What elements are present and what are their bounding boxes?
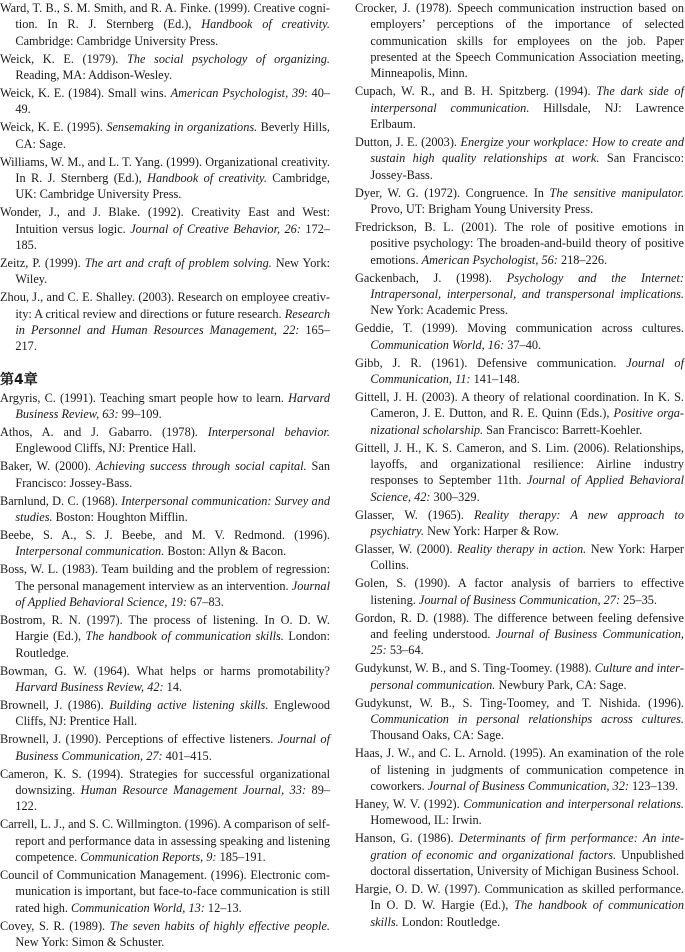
reference-text: Zeitz, P. (1999). <box>0 256 85 270</box>
reference-entry <box>355 355 684 388</box>
reference-title-italic: Communication and interpersonal relations. <box>463 797 684 812</box>
reference-entry <box>355 440 684 505</box>
reference-text: San Francisco: Barrett-Koehler. <box>483 422 643 437</box>
reference-text: Brownell, J. (1986). <box>0 698 110 713</box>
reference-text: Williams, W. M., and L. T. Yang. (1999). Organizational creativity. In R. J. Sternberg (Ed.), <box>0 154 330 185</box>
reference-text: 67–83. <box>186 595 224 610</box>
reference-text: Fredrickson, B. L. (2001). The role of positive emotions in positive psychology: The broaden-and-build theory of positive emotions. <box>355 220 684 267</box>
reference-text: Hanson, G. (1986). <box>355 831 459 846</box>
reference-text: Cameron, K. S. (1994). Strategies for successful organizational downsizing. <box>0 766 330 798</box>
reference-text: : 40–49. <box>15 86 330 117</box>
reference-text: San Francisco: Jossey-Bass. <box>15 459 330 490</box>
reference-text: New York: Wiley. <box>15 256 331 287</box>
reference-text: Beebe, S. A., S. J. Beebe, and M. V. Redmond. (1996). <box>0 528 330 543</box>
reference-entry <box>355 0 684 82</box>
reference-text: 37–40. <box>504 337 542 352</box>
reference-title-italic: Positive organizational scholarship. <box>370 406 684 437</box>
reference-text: New York: Harper Collins. <box>370 542 684 573</box>
reference-title-italic: The handbook of communication skills. <box>370 898 684 929</box>
reference-text: Weick, K. E. (1984). Small wins. <box>0 86 171 100</box>
reference-title-italic: Journal of Creative Behavior, 26: <box>130 221 301 236</box>
reference-text: Carrell, L. J., and S. C. Willmington. (1996). A comparison of self-report and performance data in assessing speaking and listening competence. <box>0 817 330 865</box>
reference-text: Wonder, J., and J. Blake. (1992). Creativity East and West: Intuition versus logic. <box>0 205 330 236</box>
reference-title-italic: Interpersonal communication. <box>15 544 165 559</box>
reference-title-italic: American Psychologist, 39 <box>170 86 305 100</box>
reference-entry <box>0 51 330 84</box>
reference-entry <box>0 85 330 118</box>
reference-text: New York: Simon & Schuster. <box>15 935 165 950</box>
reference-entry <box>0 289 330 354</box>
reference-text: Thousand Oaks, CA: Sage. <box>370 728 504 743</box>
reference-text: Gackenbach, J. (1998). <box>355 270 507 285</box>
reference-text: 99–109. <box>118 407 162 422</box>
reference-text: Provo, UT: Brigham Young University Press. <box>370 202 594 217</box>
reference-text: Boston: Allyn & Bacon. <box>164 544 287 559</box>
reference-title-italic: Research in Personnel and Human Resources Management, 22: <box>15 306 330 338</box>
reference-entry <box>355 541 684 574</box>
reference-entry <box>355 881 684 930</box>
reference-text: 14. <box>163 680 183 695</box>
reference-entry <box>355 745 684 794</box>
reference-text: Glasser, W. (1965). <box>355 507 474 522</box>
reference-title-italic: Journal of Business Communication, 27: <box>15 732 330 763</box>
reference-title-italic: Journal of Applied Behavioral Science, 19: <box>15 578 330 610</box>
reference-text: Argyris, C. (1991). Teaching smart people how to learn. <box>0 390 289 405</box>
reference-text: 89–122. <box>15 783 331 814</box>
reference-text: 401–415. <box>162 748 212 763</box>
reference-text: Gibb, J. R. (1961). Defensive communication. <box>355 355 627 370</box>
reference-title-italic: Handbook of creativity. <box>201 17 330 32</box>
reference-entry <box>0 867 330 916</box>
reference-title-italic: Harvard Business Review, 42: <box>15 680 164 695</box>
reference-text: Homewood, IL: Irwin. <box>370 813 482 828</box>
reference-entry <box>355 389 684 438</box>
reference-text: New York: Academic Press. <box>370 303 509 318</box>
reference-entry <box>355 796 684 829</box>
reference-text: Weick, K. E. (1979). <box>0 51 127 66</box>
reference-text: Englewood Cliffs, NJ: Prentice Hall. <box>15 441 197 456</box>
reference-text: Beverly Hills, CA: Sage. <box>15 120 330 151</box>
reference-text: Dyer, W. G. (1972). Congruence. In <box>355 185 550 200</box>
chapter-heading: 第4章 <box>0 371 38 388</box>
reference-text: 141–148. <box>470 372 520 387</box>
reference-text: Bostrom, R. N. (1997). The process of listening. In O. D. W. Hargie (Ed.), <box>0 613 330 644</box>
reference-text: Weick, K. E. (1995). <box>0 120 107 135</box>
reference-text: Boston: Houghton Mifflin. <box>52 510 188 525</box>
reference-text: Glasser, W. (2000). <box>355 542 458 557</box>
reference-title-italic: The dark side of interpersonal communication. <box>370 84 685 115</box>
reference-entry <box>0 424 330 457</box>
reference-text: Boss, W. L. (1983). Team building and the problem of regression: The personal management interview as an intervention. <box>0 562 330 593</box>
reference-text: Cambridge, UK: Cambridge University Press. <box>15 171 330 202</box>
reference-text: Bowman, G. W. (1964). What helps or harms promotability? <box>0 663 330 678</box>
reference-title-italic: Journal of Business Communication, 27: <box>418 592 621 607</box>
reference-title-italic: The sensitive manipulator. <box>549 185 684 200</box>
reference-title-italic: Building active listening skills. <box>109 698 269 713</box>
reference-entry <box>355 610 684 659</box>
reference-title-italic: Interpersonal communication: Survey and studies. <box>15 493 330 525</box>
reference-text: Gudykunst, W. B., S. Ting-Toomey, and T. Nishida. (1996). <box>355 695 684 710</box>
reference-entry <box>355 507 684 540</box>
reference-entry <box>355 575 684 608</box>
reference-text: Hillsdale, NJ: Lawrence Erlbaum. <box>370 100 684 132</box>
reference-title-italic: Reality therapy in action. <box>457 542 587 557</box>
reference-text: Zhou, J., and C. E. Shalley. (2003). Research on employee creativity: A critical review and directions or future research. <box>0 290 330 321</box>
reference-title-italic: The art and craft of problem solving. <box>84 256 272 270</box>
reference-text: Cupach, W. R., and B. H. Spitzberg. (1994). <box>355 84 597 99</box>
reference-text: Hargie, O. D. W. (1997). Communication as skilled performance. In O. D. W. Hargie (Ed.), <box>355 882 684 913</box>
reference-entry <box>0 493 330 526</box>
reference-text: Gittell, J. H., K. S. Cameron, and S. Lim. (2006). Relationships, layoffs, and organizational resilience: Airline industry responses to September 11th. <box>355 440 684 488</box>
reference-text: Barnlund, D. C. (1968). <box>0 493 122 508</box>
reference-text: Gordon, R. D. (1988). The difference between feeling defensive and feeling understood. <box>355 610 684 642</box>
reference-text: 123–139. <box>628 779 679 794</box>
reference-text: Golen, S. (1990). A factor analysis of barriers to effective listening. <box>355 576 684 607</box>
reference-entry <box>0 458 330 491</box>
reference-text: San Francisco: Jossey-Bass. <box>370 151 685 182</box>
reference-title-italic: The seven habits of highly effective people. <box>109 918 330 933</box>
reference-entry <box>355 219 684 268</box>
reference-text: Covey, S. R. (1989). <box>0 918 110 933</box>
reference-text: 218–226. <box>557 252 608 267</box>
reference-title-italic: Journal of Communication, 11: <box>370 355 684 387</box>
reference-text: 185–191. <box>216 850 266 865</box>
reference-text: Crocker, J. (1978). Speech communication instruction based on employers’ perceptions of the importance of selected communication skills for employees on the job. Paper presented at the Speech Communication Association meeting, Minneapolis, Minn. <box>355 1 684 81</box>
reference-entry <box>355 83 684 132</box>
left-column <box>0 0 330 952</box>
reference-text: Ward, T. B., S. M. Smith, and R. A. Finke. (1999). Creative cognition. In R. J. Sternberg (Ed.), <box>0 1 330 32</box>
reference-entry <box>355 270 684 319</box>
reference-entry <box>0 766 330 815</box>
reference-entry <box>0 119 330 152</box>
reference-title-italic: Reality therapy: A new approach to psychiatry. <box>370 507 684 539</box>
reference-text: Geddie, T. (1999). Moving communication across cultures. <box>355 321 684 336</box>
reference-entry <box>355 830 684 879</box>
reference-entry <box>355 660 684 693</box>
reference-entry <box>355 695 684 744</box>
reference-title-italic: Communication World, 13: <box>71 900 205 915</box>
reference-title-italic: The handbook of communication skills. <box>85 629 284 644</box>
reference-text: Cambridge: Cambridge University Press. <box>15 33 219 48</box>
reference-text: 25–35. <box>620 592 657 607</box>
reference-entry <box>0 918 330 951</box>
reference-entry <box>0 527 330 560</box>
reference-entry <box>0 204 330 253</box>
reference-title-italic: Handbook of creativity. <box>147 171 267 185</box>
reference-title-italic: The social psychology of organizing. <box>126 51 330 66</box>
reference-text: Gudykunst, W. B., and S. Ting-Toomey. (1988). <box>355 661 595 676</box>
reference-entry <box>0 816 330 865</box>
reference-title-italic: Culture and interpersonal communication. <box>370 661 684 692</box>
reference-title-italic: Sensemaking in organizations. <box>106 120 258 135</box>
reference-text: 53–64. <box>386 643 424 658</box>
reference-text: Unpublished doctoral dissertation, University of Michigan Business School. <box>370 847 684 879</box>
reference-entry <box>355 320 684 353</box>
reference-title-italic: Human Resource Management Journal, 33: <box>80 783 307 798</box>
reference-title-italic: Communication Reports, 9: <box>80 850 217 865</box>
reference-text: Athos, A. and J. Gabarro. (1978). <box>0 425 208 440</box>
reference-title-italic: American Psychologist, 56: <box>421 252 558 267</box>
reference-text: 12–13. <box>204 900 242 915</box>
reference-text: London: Routledge. <box>398 914 501 929</box>
reference-title-italic: Communication in personal relationships across cultures. <box>370 712 684 727</box>
reference-entry <box>355 185 684 218</box>
reference-title-italic: Journal of Applied Behavioral Science, 42: <box>370 473 684 504</box>
reference-text: 300–329. <box>430 489 480 504</box>
reference-text: Reading, MA: Addison-Wesley. <box>15 68 173 83</box>
reference-title-italic: Determinants of firm performance: An integration of economic and organizational factors. <box>370 831 684 862</box>
reference-text: Council of Communication Management. (1996). Electronic communication is important, but face-to-face communication is still rated high. <box>0 868 330 915</box>
reference-text: London: Routledge. <box>15 629 330 660</box>
right-column <box>355 0 684 932</box>
reference-text: Dutton, J. E. (2003). <box>355 135 461 150</box>
reference-entry <box>0 697 330 730</box>
reference-entry <box>0 663 330 696</box>
reference-entry <box>355 134 684 183</box>
reference-text: Haas, J. W., and C. L. Arnold. (1995). An examination of the role of listening in judgments of communication competence in coworkers. <box>355 746 684 794</box>
reference-entry <box>0 0 330 49</box>
reference-entry <box>0 390 330 423</box>
reference-text: Haney, W. V. (1992). <box>355 797 464 812</box>
reference-text: Baker, W. (2000). <box>0 459 96 474</box>
reference-title-italic: Harvard Business Review, 63: <box>15 390 330 422</box>
reference-title-italic: Psychology and the Internet: Intrapersonal, interpersonal, and transpersonal implications. <box>370 270 684 302</box>
reference-entry <box>0 154 330 203</box>
reference-text: Gittell, J. H. (2003). A theory of relational coordination. In K. S. Cameron, J. E. Dutton, and R. E. Quinn (Eds.), <box>355 390 684 421</box>
reference-entry <box>0 255 330 288</box>
reference-entry <box>0 612 330 661</box>
reference-text: Newbury Park, CA: Sage. <box>495 677 627 692</box>
reference-entry <box>0 561 330 610</box>
reference-title-italic: Journal of Business Communication, 25: <box>370 627 684 658</box>
reference-title-italic: Journal of Business Communication, 32: <box>427 779 629 794</box>
reference-text: New York: Harper & Row. <box>424 524 559 539</box>
reference-entry <box>0 731 330 764</box>
reference-text: Brownell, J. (1990). Perceptions of effective listeners. <box>0 732 278 747</box>
reference-text: 172–185. <box>15 221 330 253</box>
reference-title-italic: Interpersonal behavior. <box>207 425 330 440</box>
reference-title-italic: Communication World, 16: <box>370 337 505 352</box>
reference-text: Englewood Cliffs, NJ: Prentice Hall. <box>15 698 331 729</box>
reference-text: 165–217. <box>15 323 330 354</box>
reference-title-italic: Energize your workplace: How to create and sustain high quality relationships at work. <box>370 135 684 166</box>
reference-title-italic: Achieving success through social capital. <box>95 459 307 474</box>
